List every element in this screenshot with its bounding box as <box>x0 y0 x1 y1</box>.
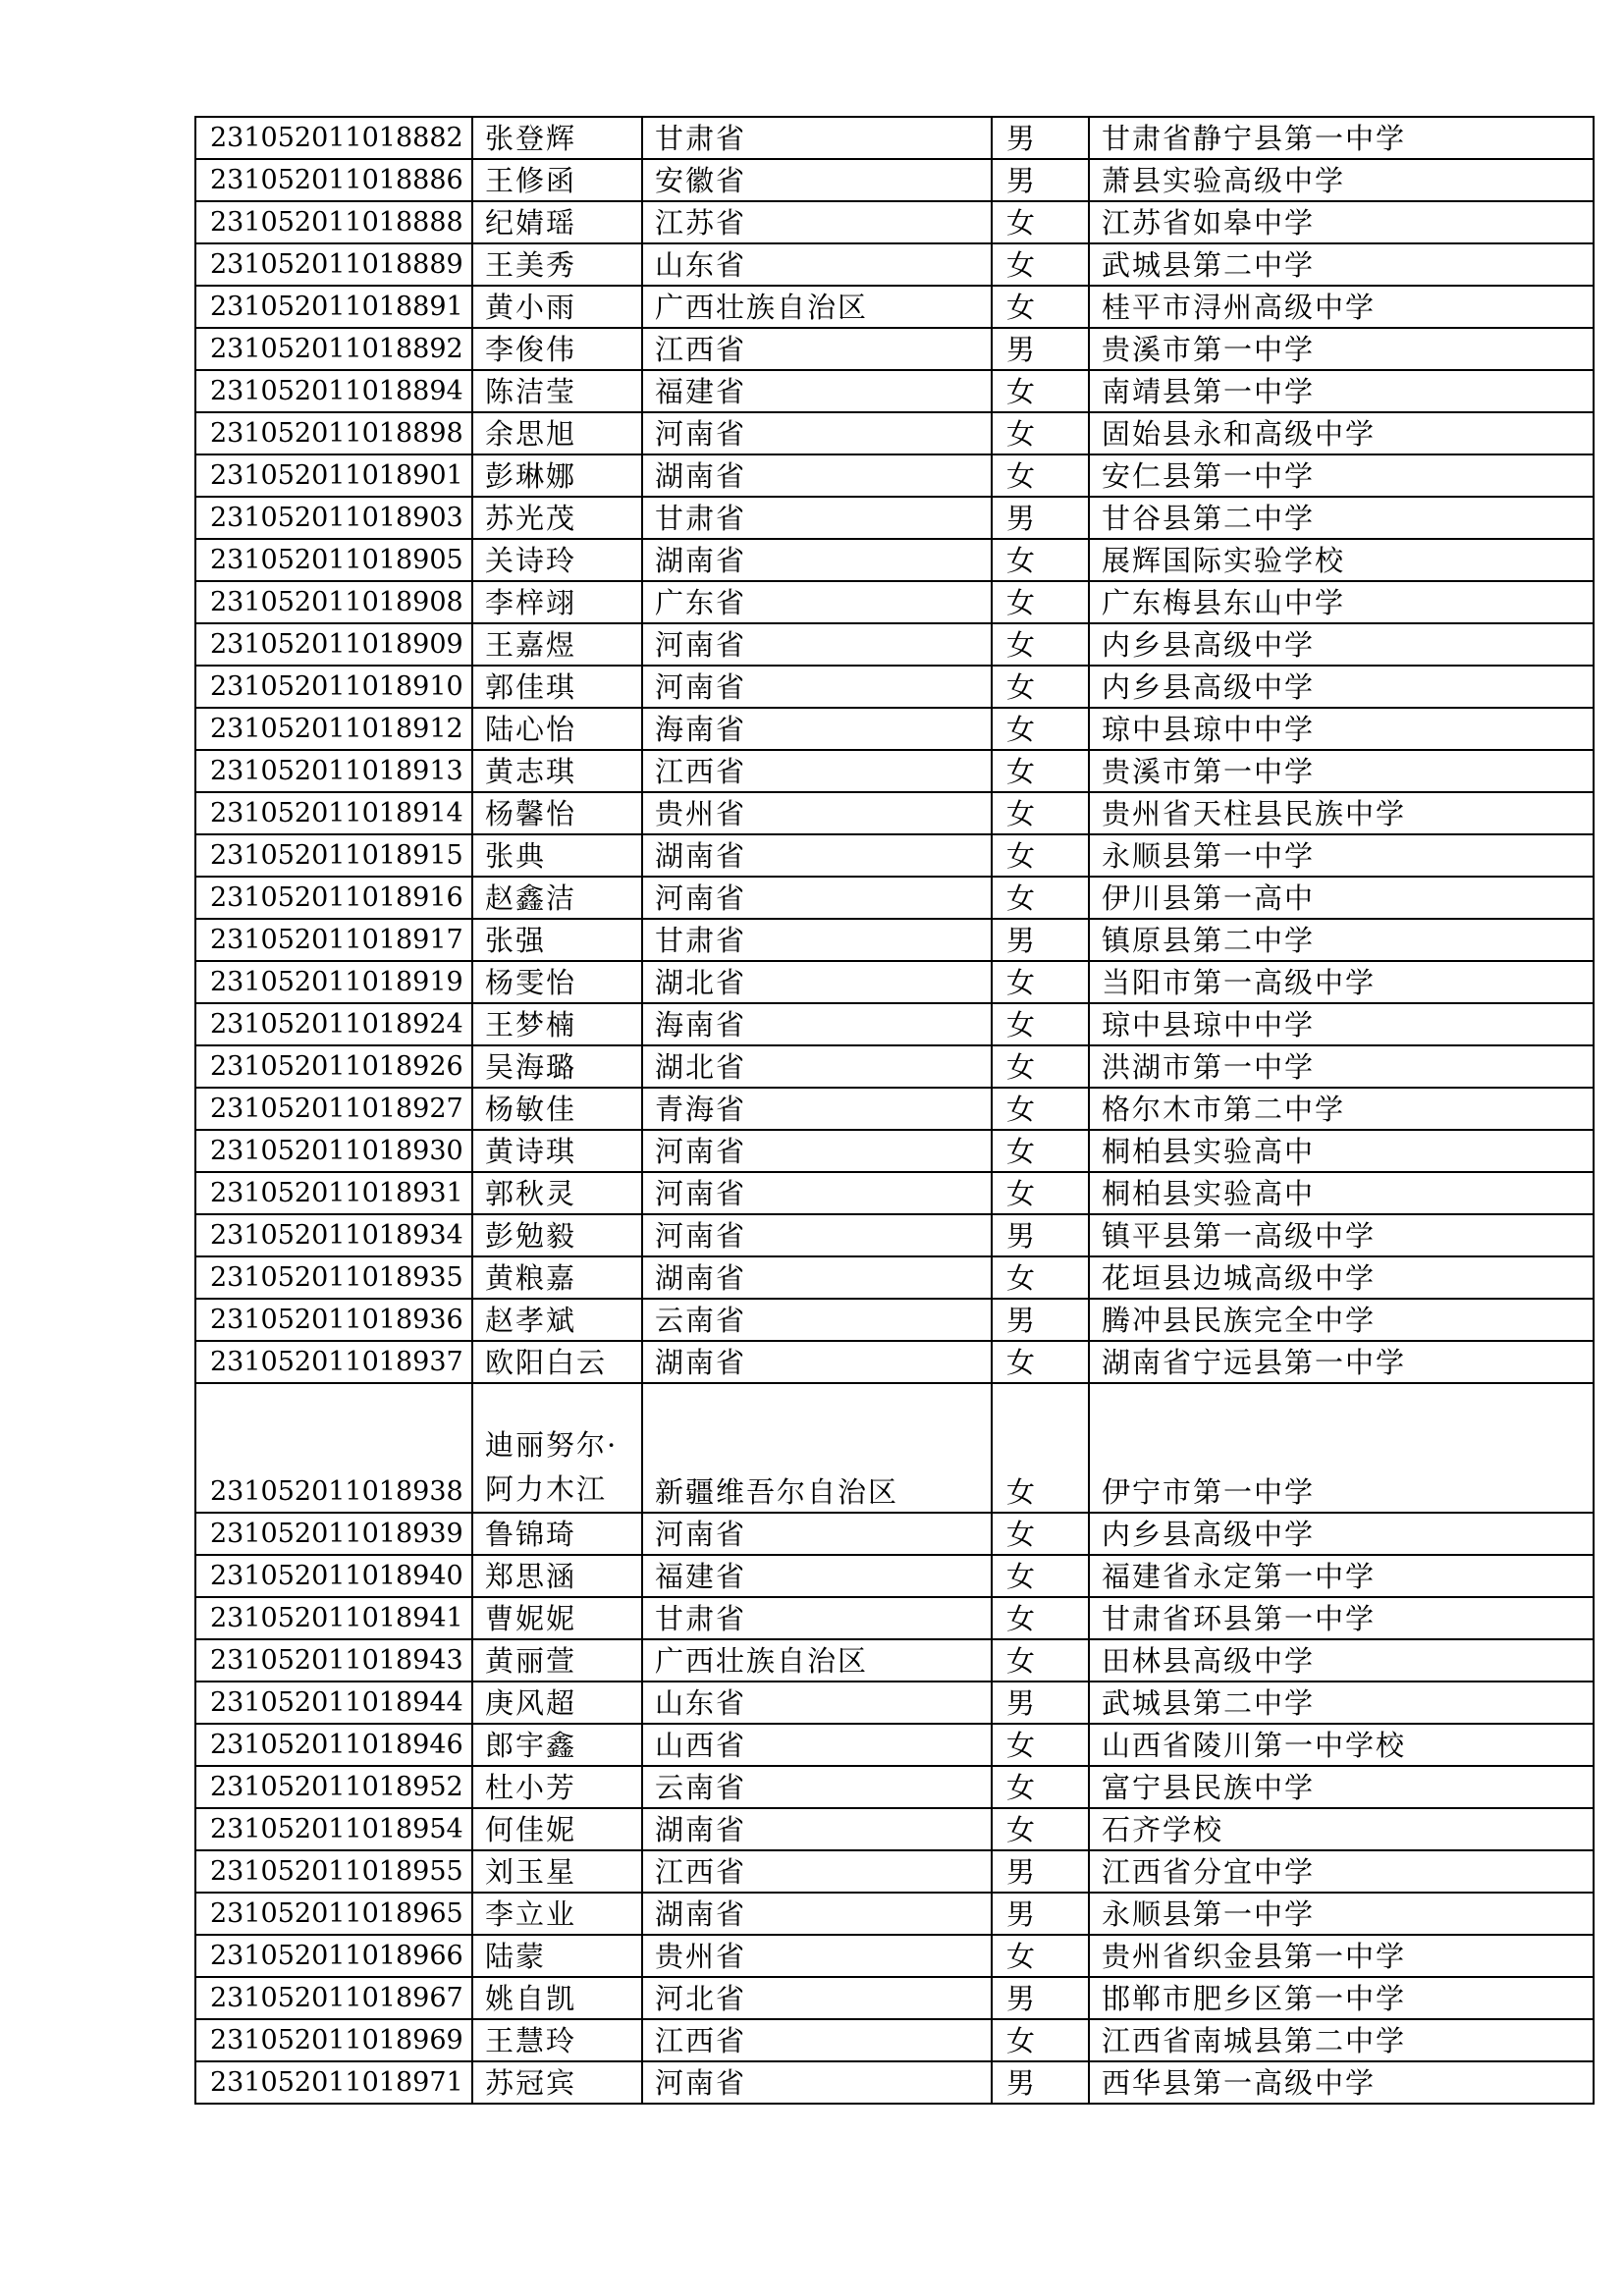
province-cell: 湖南省 <box>642 454 992 497</box>
sex-cell: 女 <box>992 623 1089 666</box>
table-row <box>195 1513 1594 1555</box>
table-row <box>195 1214 1594 1256</box>
name-cell: 刘玉星 <box>472 1850 642 1893</box>
id-cell: 231052011018939 <box>195 1513 472 1555</box>
sex-cell: 女 <box>992 201 1089 243</box>
school-cell: 福建省永定第一中学 <box>1089 1555 1594 1597</box>
school-cell: 甘谷县第二中学 <box>1089 497 1594 539</box>
id-cell: 231052011018926 <box>195 1045 472 1088</box>
table-row <box>195 1808 1594 1850</box>
name-cell: 庚风超 <box>472 1682 642 1724</box>
name-cell: 苏光茂 <box>472 497 642 539</box>
province-cell: 江西省 <box>642 328 992 370</box>
table-row <box>195 834 1594 877</box>
school-cell: 武城县第二中学 <box>1089 243 1594 286</box>
name-cell: 王梦楠 <box>472 1003 642 1045</box>
school-cell: 石齐学校 <box>1089 1808 1594 1850</box>
province-cell: 青海省 <box>642 1088 992 1130</box>
id-cell: 231052011018886 <box>195 159 472 201</box>
table-row <box>195 539 1594 581</box>
sex-cell: 男 <box>992 2061 1089 2104</box>
id-cell: 231052011018917 <box>195 919 472 961</box>
name-cell: 赵孝斌 <box>472 1299 642 1341</box>
id-cell: 231052011018952 <box>195 1766 472 1808</box>
table-row <box>195 581 1594 623</box>
table-row <box>195 117 1594 159</box>
sex-cell: 女 <box>992 1555 1089 1597</box>
id-cell: 231052011018914 <box>195 792 472 834</box>
school-cell: 当阳市第一高级中学 <box>1089 961 1594 1003</box>
id-cell: 231052011018919 <box>195 961 472 1003</box>
province-cell: 海南省 <box>642 708 992 750</box>
school-cell: 镇原县第二中学 <box>1089 919 1594 961</box>
province-cell: 安徽省 <box>642 159 992 201</box>
province-cell: 河南省 <box>642 623 992 666</box>
id-cell: 231052011018916 <box>195 877 472 919</box>
province-cell: 甘肃省 <box>642 919 992 961</box>
id-cell: 231052011018971 <box>195 2061 472 2104</box>
name-cell: 鲁锦琦 <box>472 1513 642 1555</box>
id-cell: 231052011018940 <box>195 1555 472 1597</box>
school-cell: 伊宁市第一中学 <box>1089 1383 1594 1513</box>
school-cell: 贵州省织金县第一中学 <box>1089 1935 1594 1977</box>
school-cell: 田林县高级中学 <box>1089 1639 1594 1682</box>
province-cell: 贵州省 <box>642 1935 992 1977</box>
province-cell: 江苏省 <box>642 201 992 243</box>
school-cell: 邯郸市肥乡区第一中学 <box>1089 1977 1594 2019</box>
id-cell: 231052011018882 <box>195 117 472 159</box>
id-cell: 231052011018894 <box>195 370 472 412</box>
school-cell: 伊川县第一高中 <box>1089 877 1594 919</box>
sex-cell: 男 <box>992 1977 1089 2019</box>
table-row <box>195 1299 1594 1341</box>
table-row <box>195 454 1594 497</box>
province-cell: 福建省 <box>642 1555 992 1597</box>
school-cell: 内乡县高级中学 <box>1089 666 1594 708</box>
name-cell: 苏冠宾 <box>472 2061 642 2104</box>
id-cell: 231052011018915 <box>195 834 472 877</box>
sex-cell: 女 <box>992 1341 1089 1383</box>
id-cell: 231052011018908 <box>195 581 472 623</box>
table-row <box>195 1850 1594 1893</box>
name-cell: 王慧玲 <box>472 2019 642 2061</box>
sex-cell: 女 <box>992 243 1089 286</box>
province-cell: 云南省 <box>642 1299 992 1341</box>
name-cell: 陆蒙 <box>472 1935 642 1977</box>
name-cell: 郭秋灵 <box>472 1172 642 1214</box>
id-cell: 231052011018913 <box>195 750 472 792</box>
table-row <box>195 1003 1594 1045</box>
sex-cell: 女 <box>992 1808 1089 1850</box>
table-row <box>195 666 1594 708</box>
school-cell: 花垣县边城高级中学 <box>1089 1256 1594 1299</box>
table-row <box>195 1130 1594 1172</box>
name-cell: 杨雯怡 <box>472 961 642 1003</box>
school-cell: 固始县永和高级中学 <box>1089 412 1594 454</box>
table-row <box>195 2061 1594 2104</box>
sex-cell: 女 <box>992 792 1089 834</box>
school-cell: 琼中县琼中中学 <box>1089 708 1594 750</box>
sex-cell: 女 <box>992 454 1089 497</box>
id-cell: 231052011018955 <box>195 1850 472 1893</box>
sex-cell: 女 <box>992 370 1089 412</box>
sex-cell: 女 <box>992 2019 1089 2061</box>
province-cell: 河南省 <box>642 1130 992 1172</box>
name-cell: 余思旭 <box>472 412 642 454</box>
table-row <box>195 2019 1594 2061</box>
sex-cell: 女 <box>992 666 1089 708</box>
table-row <box>195 708 1594 750</box>
table-row <box>195 1724 1594 1766</box>
province-cell: 甘肃省 <box>642 497 992 539</box>
table-row <box>195 1766 1594 1808</box>
table-row <box>195 877 1594 919</box>
name-cell: 黄小雨 <box>472 286 642 328</box>
name-cell: 欧阳白云 <box>472 1341 642 1383</box>
name-cell: 郭佳琪 <box>472 666 642 708</box>
id-cell: 231052011018937 <box>195 1341 472 1383</box>
sex-cell: 女 <box>992 1003 1089 1045</box>
id-cell: 231052011018892 <box>195 328 472 370</box>
table-row <box>195 623 1594 666</box>
id-cell: 231052011018954 <box>195 1808 472 1850</box>
name-cell: 杨馨怡 <box>472 792 642 834</box>
name-cell: 张登辉 <box>472 117 642 159</box>
id-cell: 231052011018930 <box>195 1130 472 1172</box>
table-row <box>195 286 1594 328</box>
sex-cell: 男 <box>992 1214 1089 1256</box>
school-cell: 安仁县第一中学 <box>1089 454 1594 497</box>
name-cell: 杜小芳 <box>472 1766 642 1808</box>
school-cell: 镇平县第一高级中学 <box>1089 1214 1594 1256</box>
sex-cell: 女 <box>992 1130 1089 1172</box>
province-cell: 湖南省 <box>642 1893 992 1935</box>
province-cell: 江西省 <box>642 2019 992 2061</box>
school-cell: 广东梅县东山中学 <box>1089 581 1594 623</box>
sex-cell: 女 <box>992 1172 1089 1214</box>
name-cell: 彭勉毅 <box>472 1214 642 1256</box>
name-cell: 黄丽萱 <box>472 1639 642 1682</box>
province-cell: 海南省 <box>642 1003 992 1045</box>
name-cell: 纪婧瑶 <box>472 201 642 243</box>
table-row <box>195 201 1594 243</box>
table-row <box>195 1597 1594 1639</box>
province-cell: 河南省 <box>642 666 992 708</box>
id-cell: 231052011018936 <box>195 1299 472 1341</box>
province-cell: 湖南省 <box>642 1808 992 1850</box>
province-cell: 河南省 <box>642 1172 992 1214</box>
sex-cell: 男 <box>992 497 1089 539</box>
school-cell: 江西省分宜中学 <box>1089 1850 1594 1893</box>
school-cell: 贵溪市第一中学 <box>1089 328 1594 370</box>
student-table <box>194 116 1595 2105</box>
school-cell: 湖南省宁远县第一中学 <box>1089 1341 1594 1383</box>
name-cell: 王嘉煜 <box>472 623 642 666</box>
sex-cell: 男 <box>992 328 1089 370</box>
name-cell: 姚自凯 <box>472 1977 642 2019</box>
sex-cell: 女 <box>992 1639 1089 1682</box>
name-cell: 曹妮妮 <box>472 1597 642 1639</box>
sex-cell: 男 <box>992 1682 1089 1724</box>
sex-cell: 女 <box>992 1766 1089 1808</box>
sex-cell: 女 <box>992 1045 1089 1088</box>
sex-cell: 女 <box>992 1088 1089 1130</box>
id-cell: 231052011018967 <box>195 1977 472 2019</box>
table-row <box>195 159 1594 201</box>
table-row <box>195 412 1594 454</box>
province-cell: 河南省 <box>642 412 992 454</box>
table-row <box>195 1172 1594 1214</box>
id-cell: 231052011018935 <box>195 1256 472 1299</box>
province-cell: 广西壮族自治区 <box>642 286 992 328</box>
province-cell: 贵州省 <box>642 792 992 834</box>
school-cell: 永顺县第一中学 <box>1089 834 1594 877</box>
sex-cell: 男 <box>992 1850 1089 1893</box>
sex-cell: 女 <box>992 539 1089 581</box>
id-cell: 231052011018898 <box>195 412 472 454</box>
name-cell: 王修函 <box>472 159 642 201</box>
school-cell: 腾冲县民族完全中学 <box>1089 1299 1594 1341</box>
school-cell: 贵溪市第一中学 <box>1089 750 1594 792</box>
id-cell: 231052011018909 <box>195 623 472 666</box>
province-cell: 湖北省 <box>642 1045 992 1088</box>
id-cell: 231052011018924 <box>195 1003 472 1045</box>
sex-cell: 男 <box>992 1893 1089 1935</box>
province-cell: 云南省 <box>642 1766 992 1808</box>
province-cell: 河南省 <box>642 2061 992 2104</box>
province-cell: 山东省 <box>642 1682 992 1724</box>
name-cell: 何佳妮 <box>472 1808 642 1850</box>
sex-cell: 女 <box>992 1383 1089 1513</box>
sex-cell: 女 <box>992 1935 1089 1977</box>
id-cell: 231052011018966 <box>195 1935 472 1977</box>
table-row <box>195 1383 1594 1513</box>
province-cell: 江西省 <box>642 1850 992 1893</box>
table-body <box>195 117 1594 2104</box>
sex-cell: 女 <box>992 1513 1089 1555</box>
sex-cell: 男 <box>992 117 1089 159</box>
table-row <box>195 1682 1594 1724</box>
sex-cell: 男 <box>992 1299 1089 1341</box>
table-row <box>195 370 1594 412</box>
id-cell: 231052011018903 <box>195 497 472 539</box>
school-cell: 展辉国际实验学校 <box>1089 539 1594 581</box>
table-row <box>195 243 1594 286</box>
school-cell: 格尔木市第二中学 <box>1089 1088 1594 1130</box>
name-cell: 李俊伟 <box>472 328 642 370</box>
name-cell: 吴海璐 <box>472 1045 642 1088</box>
province-cell: 河北省 <box>642 1977 992 2019</box>
school-cell: 桐柏县实验高中 <box>1089 1130 1594 1172</box>
name-cell: 赵鑫洁 <box>472 877 642 919</box>
school-cell: 江苏省如皋中学 <box>1089 201 1594 243</box>
school-cell: 甘肃省静宁县第一中学 <box>1089 117 1594 159</box>
id-cell: 231052011018938 <box>195 1383 472 1513</box>
province-cell: 甘肃省 <box>642 117 992 159</box>
name-cell: 黄粮嘉 <box>472 1256 642 1299</box>
province-cell: 湖南省 <box>642 834 992 877</box>
sex-cell: 女 <box>992 834 1089 877</box>
name-cell: 李梓翊 <box>472 581 642 623</box>
province-cell: 广西壮族自治区 <box>642 1639 992 1682</box>
school-cell: 永顺县第一中学 <box>1089 1893 1594 1935</box>
name-cell: 李立业 <box>472 1893 642 1935</box>
id-cell: 231052011018927 <box>195 1088 472 1130</box>
id-cell: 231052011018888 <box>195 201 472 243</box>
school-cell: 琼中县琼中中学 <box>1089 1003 1594 1045</box>
table-row <box>195 497 1594 539</box>
name-cell: 黄诗琪 <box>472 1130 642 1172</box>
sex-cell: 女 <box>992 1597 1089 1639</box>
id-cell: 231052011018931 <box>195 1172 472 1214</box>
name-cell: 陈洁莹 <box>472 370 642 412</box>
sex-cell: 女 <box>992 877 1089 919</box>
table-row <box>195 1555 1594 1597</box>
id-cell: 231052011018910 <box>195 666 472 708</box>
school-cell: 洪湖市第一中学 <box>1089 1045 1594 1088</box>
name-cell: 郎宇鑫 <box>472 1724 642 1766</box>
province-cell: 河南省 <box>642 1513 992 1555</box>
id-cell: 231052011018941 <box>195 1597 472 1639</box>
school-cell: 内乡县高级中学 <box>1089 1513 1594 1555</box>
sex-cell: 女 <box>992 708 1089 750</box>
table-row <box>195 1341 1594 1383</box>
id-cell: 231052011018912 <box>195 708 472 750</box>
school-cell: 贵州省天柱县民族中学 <box>1089 792 1594 834</box>
table-row <box>195 1639 1594 1682</box>
sex-cell: 男 <box>992 919 1089 961</box>
document-page <box>194 116 1593 2105</box>
school-cell: 富宁县民族中学 <box>1089 1766 1594 1808</box>
sex-cell: 女 <box>992 581 1089 623</box>
id-cell: 231052011018946 <box>195 1724 472 1766</box>
sex-cell: 女 <box>992 961 1089 1003</box>
province-cell: 江西省 <box>642 750 992 792</box>
province-cell: 河南省 <box>642 877 992 919</box>
school-cell: 南靖县第一中学 <box>1089 370 1594 412</box>
name-cell: 郑思涵 <box>472 1555 642 1597</box>
table-row <box>195 792 1594 834</box>
id-cell: 231052011018943 <box>195 1639 472 1682</box>
school-cell: 桂平市浔州高级中学 <box>1089 286 1594 328</box>
table-row <box>195 919 1594 961</box>
name-cell: 张典 <box>472 834 642 877</box>
school-cell: 西华县第一高级中学 <box>1089 2061 1594 2104</box>
sex-cell: 女 <box>992 412 1089 454</box>
province-cell: 福建省 <box>642 370 992 412</box>
province-cell: 湖南省 <box>642 1256 992 1299</box>
school-cell: 内乡县高级中学 <box>1089 623 1594 666</box>
province-cell: 湖南省 <box>642 1341 992 1383</box>
school-cell: 萧县实验高级中学 <box>1089 159 1594 201</box>
school-cell: 武城县第二中学 <box>1089 1682 1594 1724</box>
name-cell: 关诗玲 <box>472 539 642 581</box>
province-cell: 山西省 <box>642 1724 992 1766</box>
table-row <box>195 1256 1594 1299</box>
table-row <box>195 1977 1594 2019</box>
id-cell: 231052011018889 <box>195 243 472 286</box>
school-cell: 甘肃省环县第一中学 <box>1089 1597 1594 1639</box>
table-row <box>195 1045 1594 1088</box>
school-cell: 桐柏县实验高中 <box>1089 1172 1594 1214</box>
school-cell: 山西省陵川第一中学校 <box>1089 1724 1594 1766</box>
id-cell: 231052011018944 <box>195 1682 472 1724</box>
table-row <box>195 1088 1594 1130</box>
province-cell: 山东省 <box>642 243 992 286</box>
province-cell: 甘肃省 <box>642 1597 992 1639</box>
name-cell: 迪丽努尔·阿力木江 <box>472 1383 642 1513</box>
table-row <box>195 961 1594 1003</box>
name-cell: 张强 <box>472 919 642 961</box>
table-row <box>195 1935 1594 1977</box>
table-row <box>195 328 1594 370</box>
id-cell: 231052011018969 <box>195 2019 472 2061</box>
province-cell: 湖北省 <box>642 961 992 1003</box>
name-cell: 王美秀 <box>472 243 642 286</box>
name-cell: 黄志琪 <box>472 750 642 792</box>
province-cell: 新疆维吾尔自治区 <box>642 1383 992 1513</box>
province-cell: 河南省 <box>642 1214 992 1256</box>
sex-cell: 女 <box>992 1724 1089 1766</box>
sex-cell: 女 <box>992 1256 1089 1299</box>
id-cell: 231052011018905 <box>195 539 472 581</box>
province-cell: 湖南省 <box>642 539 992 581</box>
name-cell: 杨敏佳 <box>472 1088 642 1130</box>
sex-cell: 女 <box>992 750 1089 792</box>
school-cell: 江西省南城县第二中学 <box>1089 2019 1594 2061</box>
id-cell: 231052011018965 <box>195 1893 472 1935</box>
name-cell: 陆心怡 <box>472 708 642 750</box>
id-cell: 231052011018934 <box>195 1214 472 1256</box>
sex-cell: 女 <box>992 286 1089 328</box>
id-cell: 231052011018891 <box>195 286 472 328</box>
name-cell: 彭琳娜 <box>472 454 642 497</box>
table-row <box>195 750 1594 792</box>
table-row <box>195 1893 1594 1935</box>
id-cell: 231052011018901 <box>195 454 472 497</box>
sex-cell: 男 <box>992 159 1089 201</box>
province-cell: 广东省 <box>642 581 992 623</box>
